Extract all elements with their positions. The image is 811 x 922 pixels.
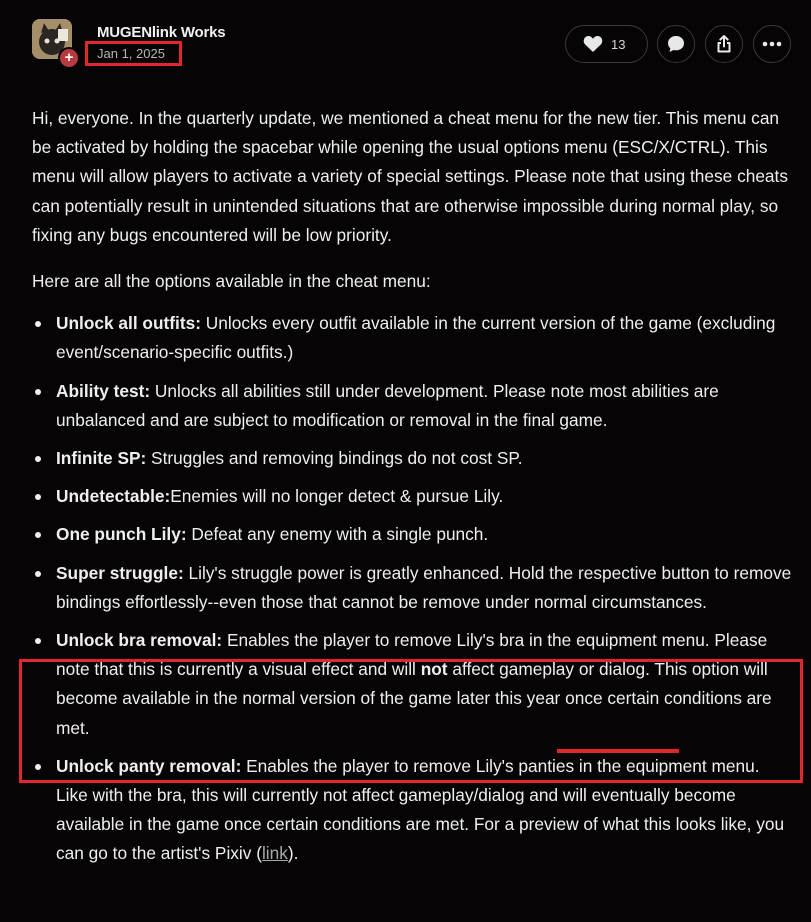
option-name: Super struggle: <box>56 562 184 583</box>
list-item <box>32 377 792 435</box>
option-description: Struggles and removing bindings do not cost SP. <box>146 448 523 469</box>
option-description: Unlocks all abilities still under development. Please note most abilities are unbalanced and are subject to modification or removal in the final game. <box>56 380 719 430</box>
heart-icon <box>583 35 603 53</box>
share-icon <box>714 34 734 54</box>
list-item <box>32 482 792 511</box>
option-description: Defeat any enemy with a single punch. <box>186 524 489 545</box>
follow-plus-icon[interactable]: + <box>58 47 80 69</box>
emphasis-not: not <box>420 659 448 680</box>
pixiv-link[interactable]: link <box>261 843 288 864</box>
post-date: Jan 1, 2025 <box>97 46 165 61</box>
option-name: Ability test: <box>56 380 151 401</box>
like-count: 13 <box>611 36 626 52</box>
highlight-box-bra-removal <box>19 659 803 783</box>
option-name: Unlock panty removal: <box>56 755 242 776</box>
intro-paragraph: Hi, everyone. In the quarterly update, we mentioned a cheat menu for the new tier. This menu can be activated by holding the spacebar while opening the usual options menu (ESC/X/CTRL). This menu will allow players to activate a variety of special settings. Please note that using these cheats can potentially result in unintended situations that are otherwise impossible during normal play, so fixing any bugs encountered will be low priority. <box>32 108 788 245</box>
option-name: Unlock bra removal: <box>56 630 223 651</box>
list-item <box>32 559 792 617</box>
list-item <box>32 444 792 473</box>
share-button[interactable] <box>705 25 743 63</box>
option-name: Undetectable: <box>56 486 171 507</box>
option-description-cont: affect gameplay or dialog. This option will become available in the normal version of the game later this year once certain conditions are met. <box>56 659 772 738</box>
option-description-end: ). <box>287 843 299 864</box>
highlight-underline-later-this-year <box>557 749 679 753</box>
cheat-options-list <box>32 309 792 868</box>
more-options-button[interactable] <box>753 25 791 63</box>
post-header <box>0 0 811 80</box>
options-heading: Here are all the options available in the cheat menu: <box>32 271 431 292</box>
option-description: Enables the player to remove Lily's bra in the equipment menu. Please note that this is currently a visual effect and will <box>56 630 768 680</box>
option-name: Unlock all outfits: <box>56 313 201 334</box>
option-name: One punch Lily: <box>56 524 187 545</box>
author-name[interactable]: MUGENlink Works <box>97 24 226 41</box>
option-description: Unlocks every outfit available in the current version of the game (excluding event/scenario-specific outfits.) <box>56 313 776 363</box>
like-button[interactable] <box>565 25 648 63</box>
option-description: Lily's struggle power is greatly enhanced. Hold the respective button to remove bindings effortlessly--even those that cannot be remove under normal circumstances. <box>56 562 792 612</box>
option-description: Enemies will no longer detect & pursue Lily. <box>170 486 504 507</box>
comment-icon <box>666 34 686 54</box>
list-item <box>32 520 792 549</box>
comment-button[interactable] <box>657 25 695 63</box>
list-item <box>32 309 792 367</box>
more-icon <box>762 41 782 47</box>
option-name: Infinite SP: <box>56 448 147 469</box>
option-description: Enables the player to remove Lily's panties in the equipment menu. Like with the bra, this will currently not affect gameplay/dialog and will eventually become available in the game once certain conditions are met. For a preview of what this looks like, you can go to the artist's Pixiv ( <box>56 755 785 864</box>
date-highlight-box <box>85 41 182 66</box>
